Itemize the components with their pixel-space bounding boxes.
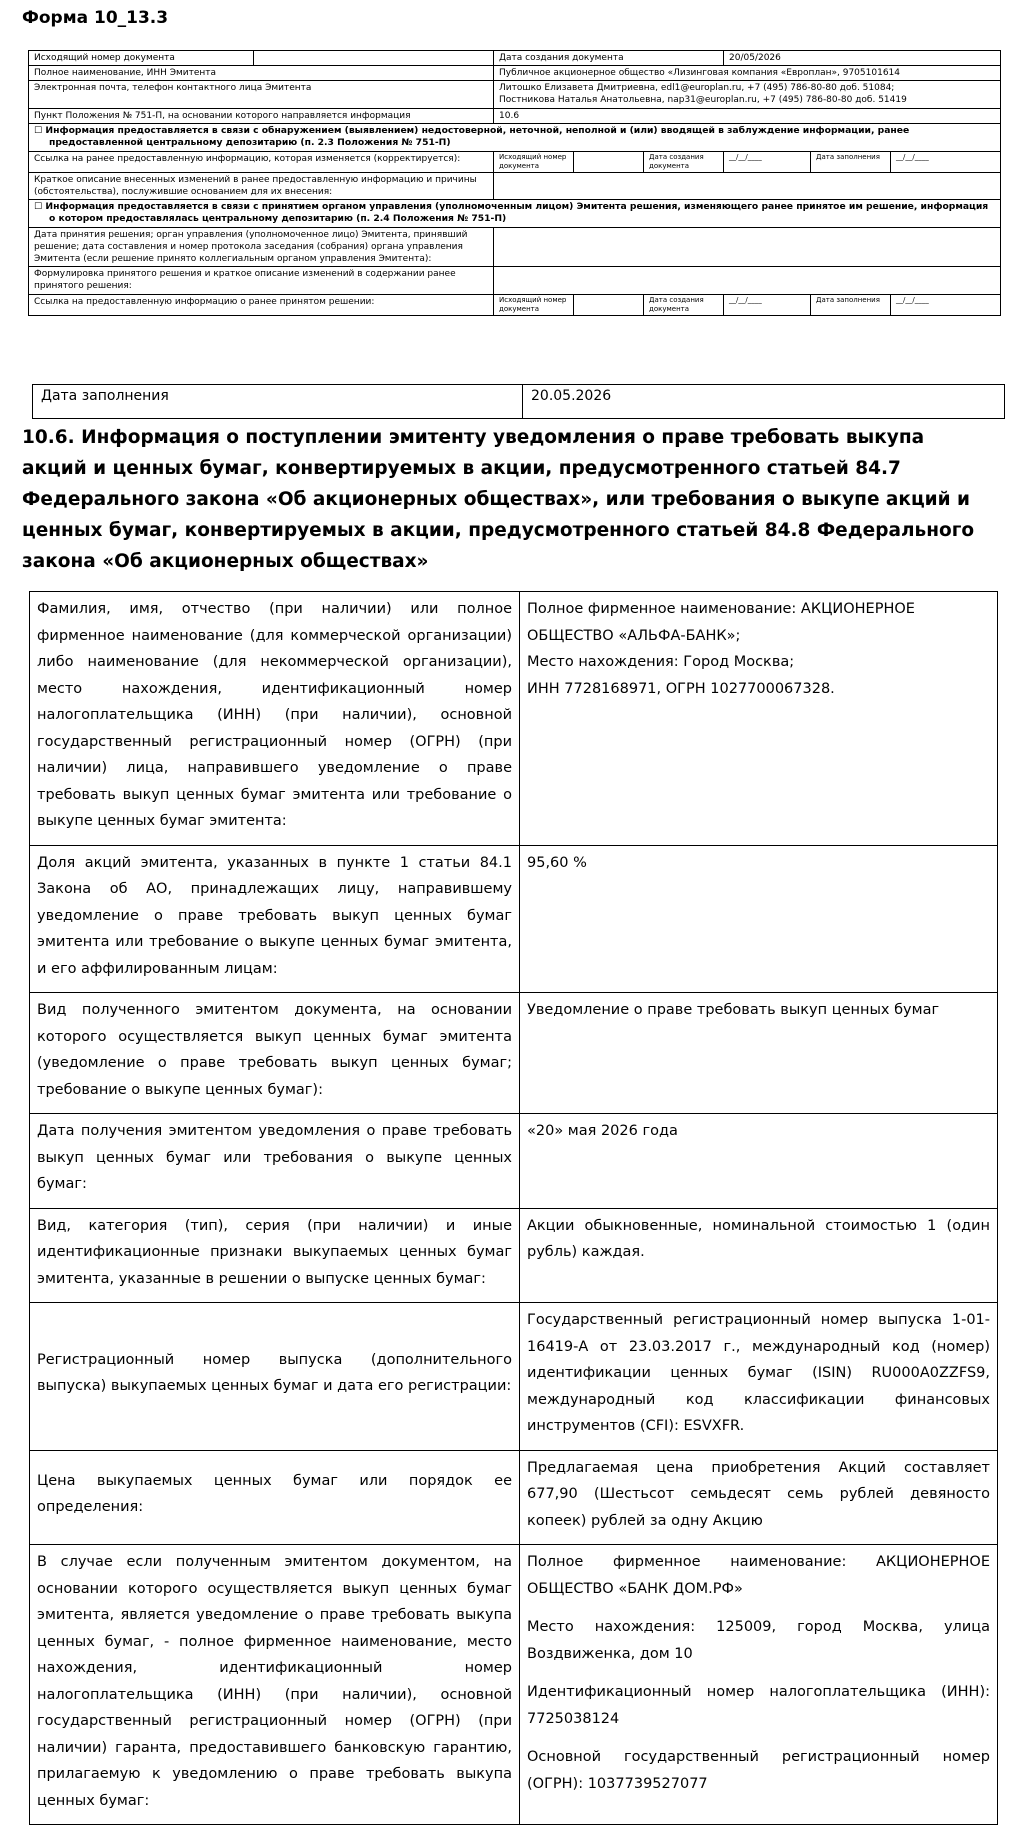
contact-value — [494, 81, 1001, 108]
decision-reference-label: Ссылка на предоставленную информацию о ранее принятом решении: — [29, 294, 494, 315]
registration-number-label: Регистрационный номер выпуска (дополнительного выпуска) выкупаемых ценных бумаг и дата его регистрации: — [30, 1303, 520, 1451]
share-percent-value: 95,60 % — [520, 845, 998, 993]
share-percent-label: Доля акций эмитента, указанных в пункте 1 статьи 84.1 Закона об АО, принадлежащих лицу, направившему уведомление о праве требовать выкуп ценных бумаг эмитента или требование о выкупе ценных бумаг эмитента, и его аффилированным лицам: — [30, 845, 520, 993]
buyout-info-table — [29, 591, 998, 1825]
outgoing-number-value — [254, 51, 494, 66]
dec-ref-created-label: Дата создания документа — [644, 294, 724, 315]
ref-created-value: __/__/____ — [724, 151, 811, 172]
dec-ref-outgoing-label: Исходящий номер документа — [494, 294, 574, 315]
section-title: 10.6. Информация о поступлении эмитенту уведомления о праве требовать выкупа акций и ценных бумаг, конвертируемых в акции, предусмотренного статьей 84.7 Федерального закона «Об акционерных обществах», или требования о выкупе акций и ценных бумаг, конвертируемых в акции, предусмотренного статьей 84.8 Федерального закона «Об акционерных обществах» — [22, 427, 975, 572]
ref-filled-value: __/__/____ — [891, 151, 1001, 172]
contact-label: Электронная почта, телефон контактного лица Эмитента — [29, 81, 494, 108]
correction-description-value — [494, 172, 1001, 199]
requester-value — [520, 592, 998, 846]
document-type-label: Вид полученного эмитентом документа, на основании которого осуществляется выкуп ценных бумаг эмитента (уведомление о праве требовать выкуп ценных бумаг; требование о выкупе ценных бумаг): — [30, 993, 520, 1114]
guarantor-value — [520, 1545, 998, 1825]
regulation-point-label: Пункт Положения № 751-П, на основании которого направляется информация — [29, 108, 494, 123]
section-correction-heading: ☐ Информация предоставляется в связи с обнаружением (выявлением) недостоверной, неточной, неполной и (или) вводящей в заблуждение информации, ранее предоставленной центральному депозитарию (п. 2.3 Положения № 751-П) — [29, 123, 1001, 151]
outgoing-number-label: Исходящий номер документа — [29, 51, 254, 66]
ref-filled-label: Дата заполнения — [811, 151, 891, 172]
creation-date-value: 20/05/2026 — [724, 51, 1001, 66]
guarantor-inn: Идентификационный номер налогоплательщика (ИНН): 7725038124 — [527, 1684, 990, 1727]
creation-date-label: Дата создания документа — [494, 51, 724, 66]
security-type-label: Вид, категория (тип), серия (при наличии) и иные идентификационные признаки выкупаемых ценных бумаг эмитента, указанные в решении о выпуске ценных бумаг: — [30, 1208, 520, 1303]
contact-person-2: Постникова Наталья Анатольевна, nap31@europlan.ru, +7 (495) 786-80-80 доб. 51419 — [499, 95, 907, 106]
issuer-name-value: Публичное акционерное общество «Лизинговая компания «Европлан», 9705101614 — [494, 66, 1001, 81]
price-label: Цена выкупаемых ценных бумаг или порядок ее определения: — [30, 1450, 520, 1545]
decision-date-value — [494, 227, 1001, 266]
price-value: Предлагаемая цена приобретения Акций составляет 677,90 (Шестьсот семьдесят семь рублей девяносто копеек) рублей за одну Акцию — [520, 1450, 998, 1545]
correction-description-label: Краткое описание внесенных изменений в ранее предоставленную информацию и причины (обстоятельства), послужившие основанием для их внесения: — [29, 172, 494, 199]
requester-inn-ogrn: ИНН 7728168971, ОГРН 1027700067328. — [527, 680, 835, 697]
guarantor-name: Полное фирменное наименование: АКЦИОНЕРНОЕ ОБЩЕСТВО «БАНК ДОМ.РФ» — [527, 1554, 990, 1597]
dec-ref-created-value: __/__/____ — [724, 294, 811, 315]
requester-label: Фамилия, имя, отчество (при наличии) или полное фирменное наименование (для коммерческой организации) либо наименование (для некоммерческой организации), место нахождения, идентификационный номер налогоплательщика (ИНН) (при наличии), основной государственный регистрационный номер (ОГРН) (при наличии) лица, направившего уведомление о праве требовать выкуп ценных бумаг эмитента или требование о выкупе ценных бумаг эмитента: — [30, 592, 520, 846]
receipt-date-label: Дата получения эмитентом уведомления о праве требовать выкуп ценных бумаг или требования о выкупе ценных бумаг: — [30, 1114, 520, 1209]
issuer-name-label: Полное наименование, ИНН Эмитента — [29, 66, 494, 81]
document-type-value: Уведомление о праве требовать выкуп ценных бумаг — [520, 993, 998, 1114]
decision-wording-value — [494, 267, 1001, 294]
receipt-date-value: «20» мая 2026 года — [520, 1114, 998, 1209]
dec-ref-filled-value: __/__/____ — [891, 294, 1001, 315]
guarantor-location: Место нахождения: 125009, город Москва, улица Воздвиженка, дом 10 — [527, 1619, 990, 1662]
ref-outgoing-label: Исходящий номер документа — [494, 151, 574, 172]
contact-person-1: Литошко Елизавета Дмитриевна, edl1@europlan.ru, +7 (495) 786-80-80 доб. 51084; — [499, 83, 895, 94]
fill-date-label: Дата заполнения — [33, 385, 523, 419]
regulation-point-value: 10.6 — [494, 108, 1001, 123]
requester-name: Полное фирменное наименование: АКЦИОНЕРНОЕ ОБЩЕСТВО «АЛЬФА-БАНК»; — [527, 601, 915, 644]
section-decision-change-heading: ☐ Информация предоставляется в связи с принятием органом управления (уполномоченным лицом) Эмитента решения, изменяющего ранее принятое им решение, информация о котором предоставлялась центральному депозитарию (п. 2.4 Положения № 751-П) — [29, 200, 1001, 228]
decision-wording-label: Формулировка принятого решения и краткое описание изменений в содержании ранее принятого решения: — [29, 267, 494, 294]
fill-date-table — [32, 384, 1005, 419]
registration-number-value: Государственный регистрационный номер выпуска 1-01-16419-A от 23.03.2017 г., международный код (номер) идентификации ценных бумаг (ISIN) RU000A0ZZFS9, международный код классификации финансовых инструментов (CFI): ESVXFR. — [520, 1303, 998, 1451]
dec-ref-outgoing-value — [574, 294, 644, 315]
requester-location: Место нахождения: Город Москва; — [527, 654, 795, 670]
form-title: Форма 10_13.3 — [22, 8, 169, 28]
ref-outgoing-value — [574, 151, 644, 172]
guarantor-ogrn: Основной государственный регистрационный номер (ОГРН): 1037739527077 — [527, 1749, 990, 1792]
ref-created-label: Дата создания документа — [644, 151, 724, 172]
correction-reference-label: Ссылка на ранее предоставленную информацию, которая изменяется (корректируется): — [29, 151, 494, 172]
header-info-table — [28, 50, 1001, 316]
security-type-value: Акции обыкновенные, номинальной стоимостью 1 (один рубль) каждая. — [520, 1208, 998, 1303]
guarantor-label: В случае если полученным эмитентом документом, на основании которого осуществляется выкуп ценных бумаг эмитента, является уведомление о праве требовать выкупа ценных бумаг, - полное фирменное наименование, место нахождения, идентификационный номер налогоплательщика (ИНН) (при наличии), основной государственный регистрационный номер (ОГРН) (при наличии) гаранта, предоставившего банковскую гарантию, прилагаемую к уведомлению о праве требовать выкупа ценных бумаг: — [30, 1545, 520, 1825]
dec-ref-filled-label: Дата заполнения — [811, 294, 891, 315]
decision-date-label: Дата принятия решения; орган управления (уполномоченное лицо) Эмитента, принявший решение; дата составления и номер протокола заседания (собрания) органа управления Эмитента (если решение принято коллегиальным органом управления Эмитента): — [29, 227, 494, 266]
fill-date-value: 20.05.2026 — [523, 385, 1005, 419]
